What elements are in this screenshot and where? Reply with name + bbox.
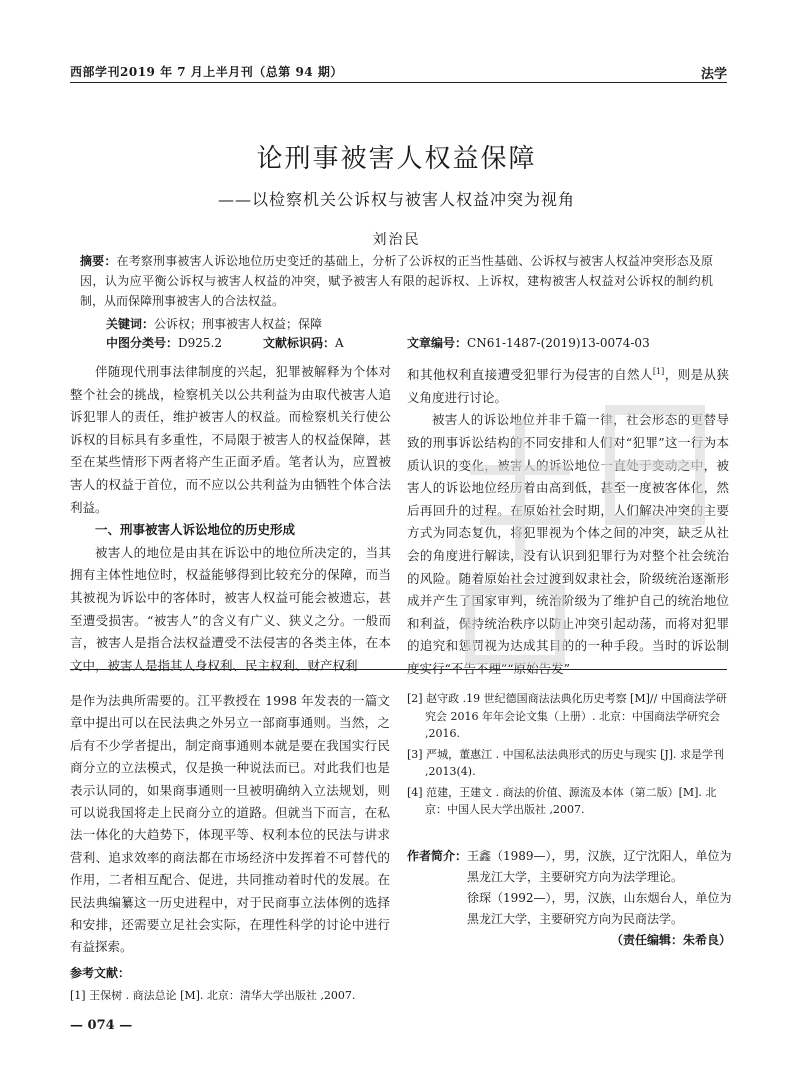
article-number — [407, 334, 650, 351]
article-title: 论刑事被害人权益保障 — [256, 144, 537, 174]
bio-line: 徐琛（1992—），男，汉族，山东烟台人，单位为 — [467, 891, 732, 905]
paragraph-text: ，则是从狭义角度进行讨论。 — [407, 367, 729, 405]
paragraph-text: 和其他权利直接遭受犯罪行为侵害的自然人 — [407, 367, 653, 383]
header-divider — [70, 82, 727, 83]
bio-text: 王鑫（1989—），男，汉族，辽宁沈阳人，单位为 — [467, 849, 732, 863]
clc-label: 中图分类号： — [106, 336, 179, 350]
reference-item: [1] 王保树 . 商法总论 [M]. 北京：清华大学出版社 ,2007. — [70, 989, 356, 1002]
author-name: 刘治民 — [372, 232, 421, 248]
clc-number — [106, 334, 222, 351]
section-label: 法学 — [700, 67, 727, 82]
bio-line — [407, 846, 732, 867]
page-divider — [70, 669, 727, 670]
citation-marker: [1] — [652, 367, 665, 376]
abstract-label: 摘要： — [80, 254, 117, 268]
abstract-text: 在考察刑事被害人诉讼地位历史变迁的基础上，分析了公诉权的正当性基础、公诉权与被害人权益冲突形态及原因，认为应平衡公诉权与被害人权益的冲突，赋予被害人有限的起诉权、上诉权，建构被害人权益对公诉权的制约机制，从而保障刑事被害人的合法权益。 — [80, 254, 713, 308]
article-number-value: CN61-1487-(2019)13-0074-03 — [467, 336, 650, 350]
paragraph: 伴随现代刑事法律制度的兴起，犯罪被解释为个体对整个社会的挑战，检察机关以公共利益为由取代被害人追诉犯罪人的责任，维护被害人的权益。而检察机关行使公诉权的目标具有多重性，不局限于被害人的权益保障，甚至在某些情形下两者将产生正面矛盾。笔者认为，应置被害人的权益于首位，而不应以公共利益为由牺牲个体合法利益。 — [70, 364, 391, 515]
keywords-label: 关键词： — [106, 317, 155, 331]
editor-note: （责任编辑：朱希良） — [610, 933, 731, 947]
body-column-left — [70, 361, 391, 677]
running-header — [70, 60, 727, 80]
reference-list-continued — [407, 690, 732, 822]
bio-line: 黑龙江大学，主要研究方向为法学理论。 — [467, 870, 684, 884]
body-column-right — [407, 361, 729, 680]
reference-item: [3] 严城，董惠江 . 中国私法法典形式的历史与现实 [J]. 求是学刊 ,2013(4). — [407, 747, 725, 778]
section-heading: 一、刑事被害人诉讼地位的历史形成 — [95, 522, 296, 538]
doc-value: A — [335, 336, 344, 350]
author-bio — [407, 846, 732, 930]
clc-value: D925.2 — [178, 336, 222, 350]
keywords — [106, 315, 322, 332]
article-number-label: 文章编号： — [407, 336, 468, 350]
paragraph: 被害人的地位是由其在诉讼中的地位所决定的，当其拥有主体性地位时，权益能够得到比较充分的保障，而当其被视为诉讼中的客体时，被害人权益可能会被遗忘，甚至遭受损害。“被害人”的含义有广义、狭义之分。一般而言，被害人是指合法权益遭受不法侵害的各类主体，在本文中，被害人是指其人身权利、民主权利、财产权利 — [70, 544, 391, 673]
doc-label: 文献标识码： — [263, 336, 336, 350]
paragraph — [407, 361, 729, 409]
continuation-column — [70, 690, 390, 959]
doc-code — [263, 334, 344, 351]
keywords-text: 公诉权；刑事被害人权益；保障 — [154, 317, 323, 331]
references-heading: 参考文献： — [70, 966, 131, 980]
paragraph: 是作为法典所需要的。江平教授在 1998 年发表的一篇文章中提出可以在民法典之外另立一部商事通则。当然，之后有不少学者提出，制定商事通则本就是要在我国实行民商分立的立法模式，仅是换一种说法而已。对此我们也是表示认同的，如果商事通则一旦被明确纳入立法规划，则可以说我国将走上民商分立的道路。但就当下而言，在私法一体化的大趋势下，体现平等、权利本位的民法与讲求营利、追求效率的商法都在市场经济中发挥着不可替代的作用，二者相互配合、促进，共同推动着时代的发展。在民法典编纂这一历史进程中，对于民商事立法体例的选择和安排，还需要立足社会实际，在理性科学的讨论中进行有益探索。 — [70, 693, 390, 955]
page-number: — 074 — — [70, 1018, 133, 1033]
journal-name: 西部学刊2019 年 7 月上半月刊（总第 94 期） — [70, 65, 343, 79]
abstract — [80, 251, 713, 311]
bio-label: 作者简介： — [407, 849, 468, 863]
bio-line: 黑龙江大学，主要研究方向为民商法学。 — [467, 912, 684, 926]
reference-item: [2] 赵守政 .19 世纪德国商法法典化历史考察 [M]// 中国商法学研究会 2016 年年会论文集（上册）. 北京：中国商法学研究会 ,2016. — [407, 692, 727, 740]
paragraph: 被害人的诉讼地位并非千篇一律，社会形态的更替导致的刑事诉讼结构的不同安排和人们对“犯罪”这一行为本质认识的变化，被害人的诉讼地位一直处于变动之中，被害人的诉讼地位经历着由高到低，甚至一度被客体化，然后再回升的过程。在原始社会时期，人们解决冲突的主要方式为同态复仇，将犯罪视为个体之间的冲突，缺乏从社会的角度进行解读，没有认识到犯罪行为对整个社会统治的风险。随着原始社会过渡到奴隶社会，阶级统治逐渐形成并产生了国家审判，统治阶级为了维护自己的统治地位和利益，保持统治秩序以防止冲突引起动荡，而将对犯罪的追究和惩罚视为达成其目的的一种手段。当时的诉讼制度实行“不告不理”“原始告发” — [407, 412, 729, 676]
reference-item: [4] 范建，王建文 . 商法的价值、源流及本体（第二版）[M]. 北京：中国人民大学出版社 ,2007. — [407, 785, 717, 816]
article-subtitle: ——以检察机关公诉权与被害人权益冲突为视角 — [217, 190, 575, 209]
